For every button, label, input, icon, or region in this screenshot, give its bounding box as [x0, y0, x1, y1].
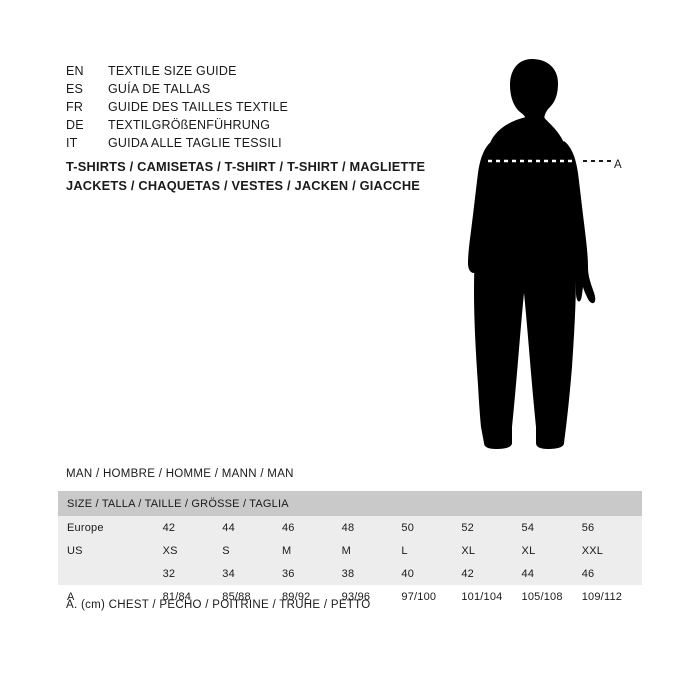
- garment-category-list: [66, 157, 486, 195]
- cell: M: [282, 539, 342, 562]
- language-row: [66, 82, 446, 100]
- cell: 52: [461, 516, 521, 539]
- cell: 38: [342, 562, 402, 585]
- row-label: Europe: [58, 516, 163, 539]
- language-title: GUIDA ALLE TAGLIE TESSILI: [108, 136, 282, 150]
- language-row: [66, 118, 446, 136]
- language-list: [66, 64, 446, 154]
- language-row: [66, 64, 446, 82]
- language-code: FR: [66, 100, 84, 114]
- language-row: [66, 100, 446, 118]
- cell: XS: [163, 539, 223, 562]
- cell: 81/84: [163, 585, 223, 608]
- cell: 109/112: [582, 585, 642, 608]
- cell: 46: [282, 516, 342, 539]
- table-header-row: [58, 491, 642, 516]
- male-silhouette-figure: [440, 55, 680, 455]
- cell: 97/100: [401, 585, 461, 608]
- language-title: TEXTILE SIZE GUIDE: [108, 64, 237, 78]
- language-code: DE: [66, 118, 84, 132]
- cell: L: [401, 539, 461, 562]
- language-code: EN: [66, 64, 84, 78]
- cell: 50: [401, 516, 461, 539]
- garment-category-tshirts: T-SHIRTS / CAMISETAS / T-SHIRT / T-SHIRT / MAGLIETTE: [66, 159, 426, 174]
- row-label: US: [58, 539, 163, 562]
- row-label: A: [58, 585, 163, 608]
- cell: XL: [522, 539, 582, 562]
- language-code: IT: [66, 136, 78, 150]
- language-code: ES: [66, 82, 84, 96]
- table-row: [58, 539, 642, 562]
- cell: 89/92: [282, 585, 342, 608]
- table-header-label: SIZE / TALLA / TAILLE / GRÖSSE / TAGLIA: [58, 491, 642, 516]
- cell: 34: [222, 562, 282, 585]
- cell: 40: [401, 562, 461, 585]
- measure-label-a: A: [614, 159, 622, 171]
- cell: 54: [522, 516, 582, 539]
- language-title: GUIDE DES TAILLES TEXTILE: [108, 100, 289, 114]
- cell: 44: [222, 516, 282, 539]
- cell: 32: [163, 562, 223, 585]
- cell: 46: [582, 562, 642, 585]
- table-title: MAN / HOMBRE / HOMME / MANN / MAN: [66, 468, 294, 480]
- cell: 48: [342, 516, 402, 539]
- cell: 93/96: [342, 585, 402, 608]
- cell: 56: [582, 516, 642, 539]
- row-label: [58, 562, 163, 585]
- garment-category-jackets: JACKETS / CHAQUETAS / VESTES / JACKEN / GIACCHE: [66, 178, 421, 193]
- cell: 42: [461, 562, 521, 585]
- table-note: A. (cm) CHEST / PECHO / POITRINE / TRUHE / PETTO: [66, 599, 371, 611]
- cell: 101/104: [461, 585, 521, 608]
- cell: 44: [522, 562, 582, 585]
- cell: XL: [461, 539, 521, 562]
- cell: 36: [282, 562, 342, 585]
- cell: 105/108: [522, 585, 582, 608]
- table-row: [58, 562, 642, 585]
- cell: 85/88: [222, 585, 282, 608]
- silhouette-icon: [440, 55, 680, 455]
- cell: XXL: [582, 539, 642, 562]
- language-row: [66, 136, 446, 154]
- cell: M: [342, 539, 402, 562]
- language-title: TEXTILGRÖßENFÜHRUNG: [108, 118, 271, 132]
- cell: 42: [163, 516, 223, 539]
- cell: S: [222, 539, 282, 562]
- size-table: [58, 491, 642, 608]
- table-row: [58, 516, 642, 539]
- language-title: GUÍA DE TALLAS: [108, 82, 211, 96]
